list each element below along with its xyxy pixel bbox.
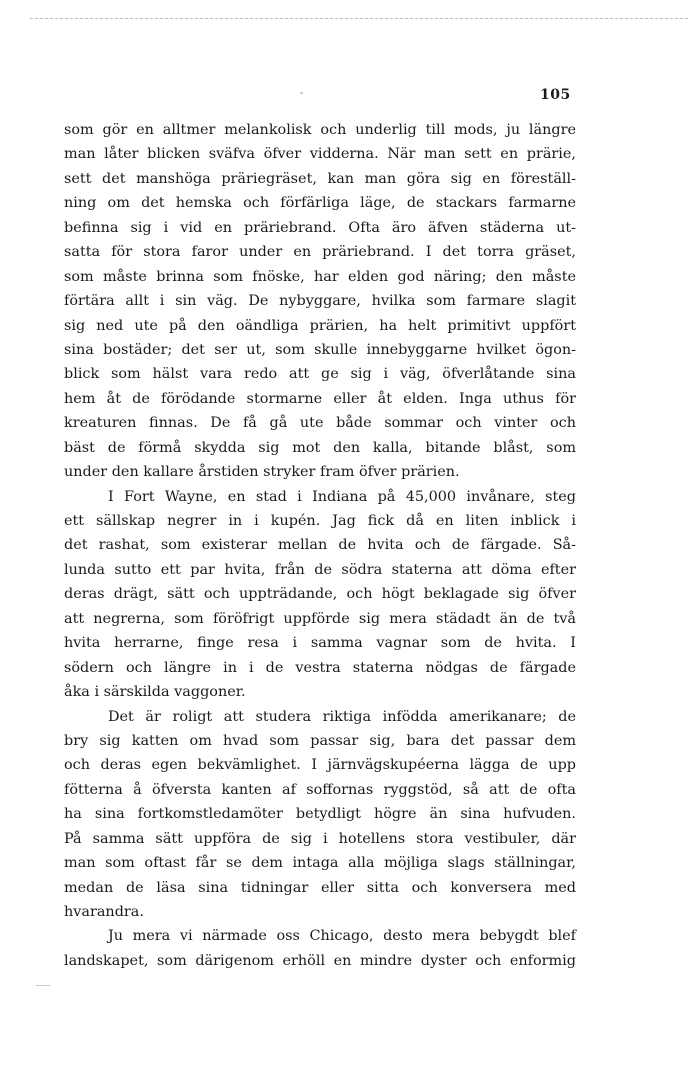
text-line: under den kallare årstiden stryker fram öfver prärien. <box>64 464 460 481</box>
paragraph <box>64 924 576 973</box>
text-line: ett sällskap negrer in i kupén. Jag fick då en liten inblick i <box>64 513 576 529</box>
text-line: satta för stora faror under en präriebrand. I det torra gräset, <box>64 244 576 261</box>
text-line: man som oftast får se dem intaga alla möjliga slags ställningar, <box>64 855 576 872</box>
text-line: kreaturen finnas. De få gå ute både sommar och vinter och <box>64 415 576 432</box>
text-line: I Fort Wayne, en stad i Indiana på 45,000 invånare, steg <box>108 488 576 505</box>
text-line: södern och längre in i de vestra staterna nödgas de färgade <box>64 659 576 676</box>
text-line: hem åt de förödande stormarne eller åt elden. Inga uthus för <box>64 390 576 407</box>
text-line: sina bostäder; det ser ut, som skulle innebyggarne hvilket ögon- <box>64 341 576 358</box>
text-line: Ju mera vi närmade oss Chicago, desto mera bebygdt blef <box>108 928 576 945</box>
text-line: som gör en alltmer melankolisk och underlig till mods, ju längre <box>64 122 576 138</box>
text-line: lunda sutto ett par hvita, från de södra staterna att döma efter <box>64 561 576 578</box>
text-line: bry sig katten om hvad som passar sig, bara det passar dem <box>64 732 576 749</box>
text-line: sett det manshöga präriegräset, kan man göra sig en föreställ- <box>64 170 576 187</box>
text-line: sig ned ute på den oändliga prärien, ha helt primitivt uppfört <box>64 317 576 334</box>
paragraph <box>64 485 576 705</box>
page-number: 105 <box>540 87 571 103</box>
text-line: blick som hälst vara redo att ge sig i väg, öfverlåtande sina <box>64 366 576 383</box>
header-mark: - <box>300 88 304 99</box>
text-line: som måste brinna som fnöske, har elden god näring; den måste <box>64 268 576 285</box>
text-line: landskapet, som därigenom erhöll en mindre dyster och enformig <box>64 952 576 969</box>
text-line: ha sina fortkomstledamöter betydligt högre än sina hufvuden. <box>64 806 576 823</box>
text-line: det rashat, som existerar mellan de hvita och de färgade. Så- <box>64 537 576 554</box>
text-line: deras drägt, sätt och uppträdande, och högt beklagade sig öfver <box>64 586 576 603</box>
text-line: På samma sätt uppföra de sig i hotellens stora vestibuler, där <box>64 830 576 847</box>
paragraph <box>64 705 576 925</box>
text-line: ning om det hemska och förfärliga läge, de stackars farmarne <box>64 195 576 212</box>
body-text <box>64 118 576 973</box>
text-line: åka i särskilda vaggoner. <box>64 684 246 701</box>
text-line: befinna sig i vid en präriebrand. Ofta äro äfven städerna ut- <box>64 219 576 236</box>
text-line: bäst de förmå skydda sig mot den kalla, bitande blåst, som <box>64 439 576 456</box>
text-line: hvita herrarne, finge resa i samma vagnar som de hvita. I <box>64 635 576 652</box>
text-line: att negrerna, som föröfrigt uppförde sig mera städadt än de två <box>64 610 576 627</box>
text-line: medan de läsa sina tidningar eller sitta och konversera med <box>64 879 576 896</box>
top-edge-rule <box>30 18 688 19</box>
text-line: och deras egen bekvämlighet. I järnvägskupéerna lägga de upp <box>64 757 576 774</box>
text-line: hvarandra. <box>64 904 144 920</box>
text-line: fötterna å öfversta kanten af soffornas ryggstöd, så att de ofta <box>64 781 576 798</box>
text-line: förtära allt i sin väg. De nybyggare, hvilka som farmare slagit <box>64 293 576 310</box>
text-line: man låter blicken sväfva öfver vidderna. När man sett en prärie, <box>64 146 576 163</box>
margin-mark <box>36 985 50 986</box>
text-line: Det är roligt att studera riktiga infödda amerikanare; de <box>108 708 576 725</box>
paragraph <box>64 118 576 485</box>
